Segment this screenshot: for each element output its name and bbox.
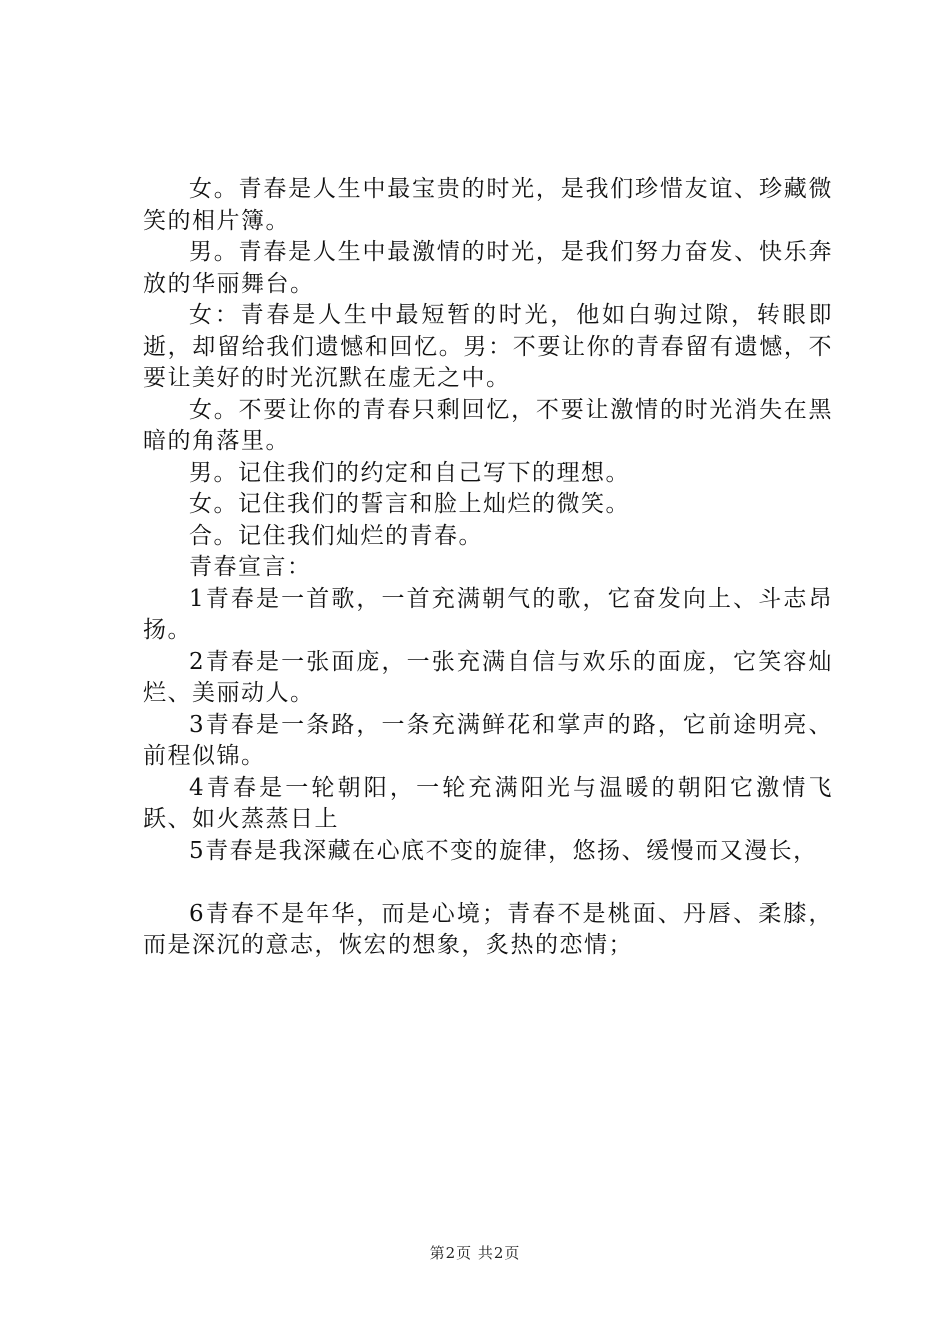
declaration-item-5: 5青春是我深藏在心底不变的旋律，悠扬、缓慢而又漫长， (189, 837, 818, 864)
declaration-item-4: 4青春是一轮朝阳，一轮充满阳光与温暖的朝阳它激情飞跃、如火蒸蒸日上 (143, 774, 833, 832)
paragraph-5: 男。记住我们的约定和自己写下的理想。 (189, 459, 630, 486)
declaration-item-6: 6青春不是年华，而是心境；青春不是桃面、丹唇、柔膝，而是深沉的意志，恢宏的想象，炙热的恋情； (143, 900, 833, 958)
page-number-footer: 第2页 共2页 (429, 1244, 521, 1262)
paragraph-3: 女：青春是人生中最短暂的时光，他如白驹过隙，转眼即逝，却留给我们遗憾和回忆。男：不要让你的青春留有遗憾，不要让美好的时光沉默在虚无之中。 (143, 302, 833, 391)
declaration-item-1: 1青春是一首歌，一首充满朝气的歌，它奋发向上、斗志昂扬。 (143, 585, 833, 643)
paragraph-1: 女。青春是人生中最宝贵的时光，是我们珍惜友谊、珍藏微笑的相片簿。 (143, 176, 833, 234)
declaration-item-3: 3青春是一条路，一条充满鲜花和掌声的路，它前途明亮、前程似锦。 (143, 711, 833, 769)
document-body (143, 174, 833, 962)
paragraph-2: 男。青春是人生中最激情的时光，是我们努力奋发、快乐奔放的华丽舞台。 (143, 239, 833, 297)
section-heading-youth-declaration: 青春宣言： (189, 554, 312, 580)
paragraph-7: 合。记住我们灿烂的青春。 (189, 522, 483, 549)
paragraph-4: 女。不要让你的青春只剩回忆，不要让激情的时光消失在黑暗的角落里。 (143, 396, 833, 454)
paragraph-6: 女。记住我们的誓言和脸上灿烂的微笑。 (189, 491, 630, 517)
declaration-item-2: 2青春是一张面庞，一张充满自信与欢乐的面庞，它笑容灿烂、美丽动人。 (143, 648, 833, 706)
